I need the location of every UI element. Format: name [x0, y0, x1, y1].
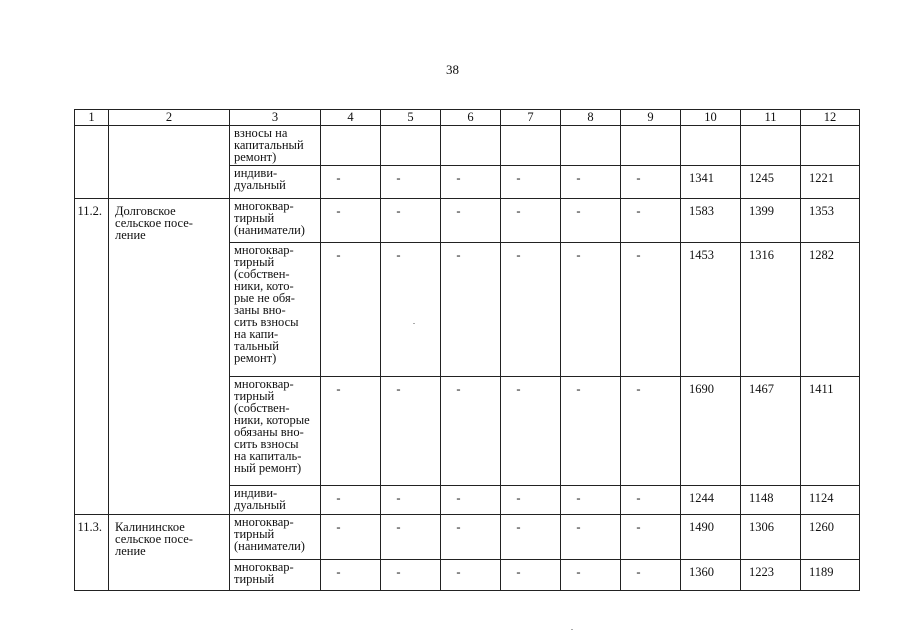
header-cell: 9	[621, 110, 681, 126]
scan-speck	[413, 323, 415, 324]
value-cell: 1411	[801, 377, 860, 486]
value-cell: -	[441, 377, 501, 486]
value-cell: -	[441, 560, 501, 591]
value-cell: -	[501, 243, 561, 377]
settlement-cell: Долговское сельское посе- ление	[109, 199, 230, 515]
value-cell: -	[381, 377, 441, 486]
settlement-cell	[109, 126, 230, 199]
header-cell: 11	[741, 110, 801, 126]
value-cell: -	[381, 486, 441, 515]
value-cell: -	[621, 166, 681, 199]
header-cell: 1	[75, 110, 109, 126]
header-cell: 3	[230, 110, 321, 126]
value-cell: -	[561, 377, 621, 486]
housing-type-cell: многоквар- тирный (собствен- ники, кото- рые не обя- заны вно- сить взносы на капи- тальный ремонт)	[230, 243, 321, 377]
header-cell: 5	[381, 110, 441, 126]
value-cell: -	[441, 486, 501, 515]
value-cell: 1260	[801, 515, 860, 560]
value-cell: 1353	[801, 199, 860, 243]
header-cell: 7	[501, 110, 561, 126]
value-cell: 1244	[681, 486, 741, 515]
header-cell: 10	[681, 110, 741, 126]
value-cell: -	[321, 515, 381, 560]
row-number-cell: 11.2.	[75, 199, 109, 515]
value-cell: 1306	[741, 515, 801, 560]
value-cell: -	[561, 560, 621, 591]
value-cell: -	[381, 560, 441, 591]
table-row	[75, 199, 860, 243]
value-cell: -	[381, 243, 441, 377]
header-cell: 4	[321, 110, 381, 126]
value-cell: -	[501, 199, 561, 243]
value-cell: -	[381, 515, 441, 560]
value-cell: -	[381, 166, 441, 199]
page-number: 38	[446, 62, 459, 77]
row-number-cell: 11.3.	[75, 515, 109, 591]
value-cell: -	[321, 243, 381, 377]
settlement-cell: Калининское сельское посе- ление	[109, 515, 230, 591]
header-cell: 8	[561, 110, 621, 126]
value-cell: -	[561, 486, 621, 515]
value-cell: 1189	[801, 560, 860, 591]
housing-type-cell: многоквар- тирный (наниматели)	[230, 515, 321, 560]
value-cell: -	[321, 199, 381, 243]
value-cell: -	[561, 243, 621, 377]
value-cell: 1467	[741, 377, 801, 486]
table-row	[75, 515, 860, 560]
value-cell: 1316	[741, 243, 801, 377]
value-cell: 1124	[801, 486, 860, 515]
header-row	[75, 110, 860, 126]
value-cell: -	[561, 199, 621, 243]
value-cell: -	[501, 560, 561, 591]
housing-type-cell: индиви- дуальный	[230, 166, 321, 199]
value-cell: 1245	[741, 166, 801, 199]
housing-type-cell: многоквар- тирный	[230, 560, 321, 591]
row-number-cell	[75, 126, 109, 199]
value-cell: -	[441, 515, 501, 560]
value-cell: 1453	[681, 243, 741, 377]
value-cell: 1223	[741, 560, 801, 591]
value-cell: -	[501, 515, 561, 560]
value-cell: 1490	[681, 515, 741, 560]
value-cell: -	[381, 199, 441, 243]
header-cell: 12	[801, 110, 860, 126]
value-cell: -	[621, 515, 681, 560]
housing-type-cell: многоквар- тирный (наниматели)	[230, 199, 321, 243]
value-cell: -	[441, 199, 501, 243]
value-cell: -	[621, 560, 681, 591]
value-cell: -	[441, 243, 501, 377]
scan-speck	[571, 629, 573, 630]
housing-type-cell: индиви- дуальный	[230, 486, 321, 515]
value-cell: 1399	[741, 199, 801, 243]
value-cell: -	[561, 515, 621, 560]
value-cell: 1221	[801, 166, 860, 199]
value-cell: -	[321, 486, 381, 515]
value-cell: 1360	[681, 560, 741, 591]
value-cell: -	[441, 166, 501, 199]
value-cell: 1282	[801, 243, 860, 377]
value-cell: -	[321, 560, 381, 591]
housing-type-cell: взносы на капитальный ремонт)	[230, 126, 321, 166]
value-cell: 1148	[741, 486, 801, 515]
value-cell: -	[321, 377, 381, 486]
header-cell: 2	[109, 110, 230, 126]
header-cell: 6	[441, 110, 501, 126]
value-cell: -	[621, 199, 681, 243]
table-row	[75, 126, 860, 166]
value-cell: 1690	[681, 377, 741, 486]
value-cell: -	[501, 166, 561, 199]
value-cell: -	[501, 486, 561, 515]
housing-type-cell: многоквар- тирный (собствен- ники, которые обязаны вно- сить взносы на капиталь- ный ремонт)	[230, 377, 321, 486]
value-cell: -	[621, 243, 681, 377]
value-cell: -	[621, 377, 681, 486]
value-cell: 1341	[681, 166, 741, 199]
value-cell: -	[561, 166, 621, 199]
value-cell: -	[621, 486, 681, 515]
value-cell: -	[501, 377, 561, 486]
tariff-table	[74, 109, 860, 591]
value-cell: 1583	[681, 199, 741, 243]
value-cell: -	[321, 166, 381, 199]
